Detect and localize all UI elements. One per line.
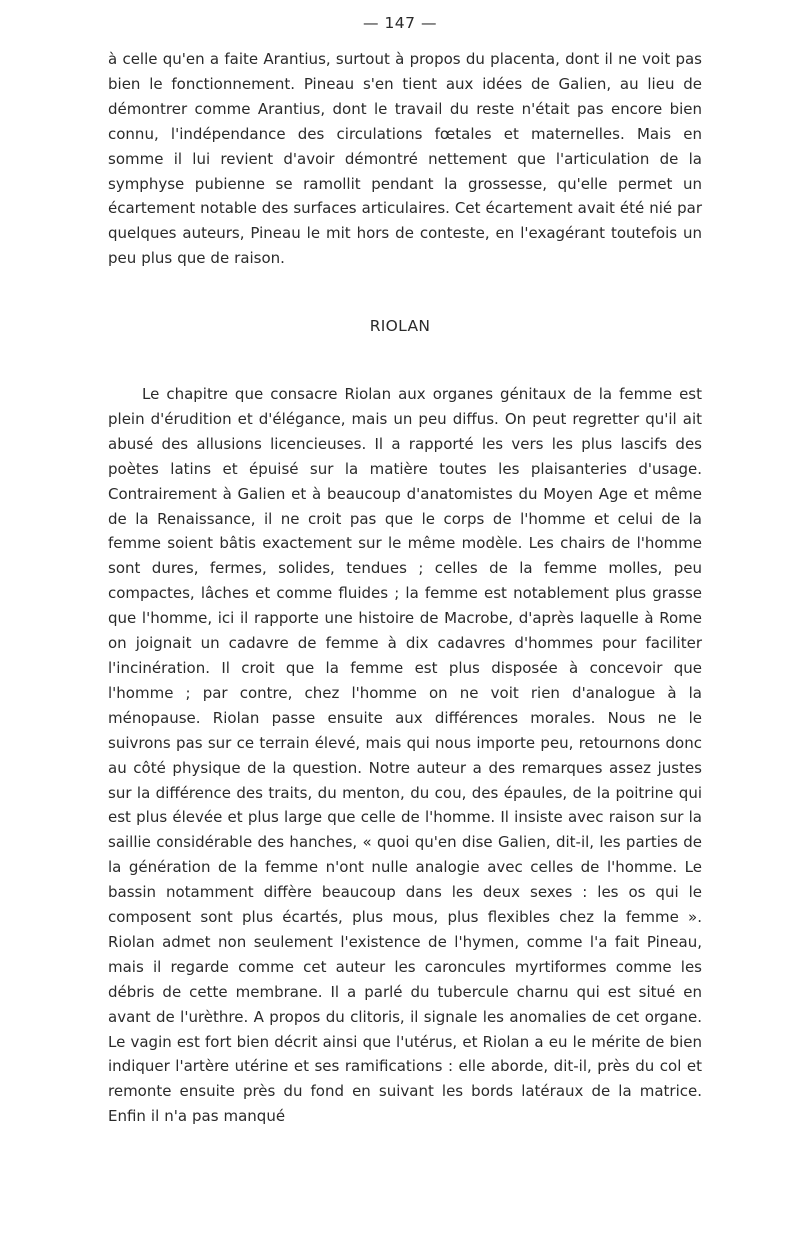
section-title: RIOLAN <box>369 317 431 335</box>
page-number: — 147 — <box>363 14 437 32</box>
paragraph-riolan <box>108 382 702 1129</box>
paragraph-pineau <box>108 47 702 271</box>
paragraph-text: Le chapitre que consacre Riolan aux organes génitaux de la femme est plein d'érudition et d'élégance, mais un peu diffus. On peut regretter qu'il ait abusé des allusions licencieuses. Il a rapporté les vers les plus lascifs des poètes latins et épuisé sur la matière toutes les plaisanteries d'usage. Contrairement à Galien et à beaucoup d'anatomistes du Moyen Age et même de la Renaissance, il ne croit pas que le corps de l'homme et celui de la femme soient bâtis exactement sur le même modèle. Les chairs de l'homme sont dures, fermes, solides, tendues ; celles de la femme molles, peu compactes, lâches et comme fluides ; la femme est notablement plus grasse que l'homme, ici il rapporte une histoire de Macrobe, d'après laquelle à Rome on joignait un cadavre de femme à dix cadavres d'hommes pour faciliter l'incinération. Il croit que la femme est plus disposée à concevoir que l'homme ; par contre, chez l'homme on ne voit rien d'analogue à la ménopause. Riolan passe ensuite aux différences morales. Nous ne le suivrons pas sur ce terrain élevé, mais qui nous importe peu, retournons donc au côté physique de la question. Notre auteur a des remarques assez justes sur la différence des traits, du menton, du cou, des épaules, de la poitrine qui est plus élevée et plus large que celle de l'homme. Il insiste avec raison sur la saillie considérable des hanches, « quoi qu'en dise Galien, dit-il, les parties de la génération de la femme n'ont nulle analogie avec celles de l'homme. Le bassin notamment diffère beaucoup dans les deux sexes : les os qui le composent sont plus écartés, plus mous, plus flexibles chez la femme ». Riolan admet non seulement l'existence de l'hymen, comme l'a fait Pineau, mais il regarde comme cet auteur les caroncules myrtiformes comme les débris de cette membrane. Il a parlé du tubercule charnu qui est situé en avant de l'urèthre. A propos du clitoris, il signale les anomalies de cet organe. Le vagin est fort bien décrit ainsi que l'utérus, et Riolan a eu le mérite de bien indiquer l'artère utérine et ses ramifications : elle aborde, dit-il, près du col et remonte ensuite près du fond en suivant les bords latéraux de la matrice. Enfin il n'a pas manqué <box>108 385 702 1126</box>
paragraph-text: à celle qu'en a faite Arantius, surtout à propos du placenta, dont il ne voit pas bien le fonctionnement. Pineau s'en tient aux idées de Galien, au lieu de démontrer comme Arantius, dont le travail du reste n'était pas encore bien connu, l'indépendance des circulations fœtales et maternelles. Mais en somme il lui revient d'avoir démontré nettement que l'articulation de la symphyse pubienne se ramollit pendant la grossesse, qu'elle permet un écartement notable des surfaces articulaires. Cet écartement avait été nié par quelques auteurs, Pineau le mit hors de conteste, en l'exagérant toutefois un peu plus que de raison. <box>108 50 702 268</box>
